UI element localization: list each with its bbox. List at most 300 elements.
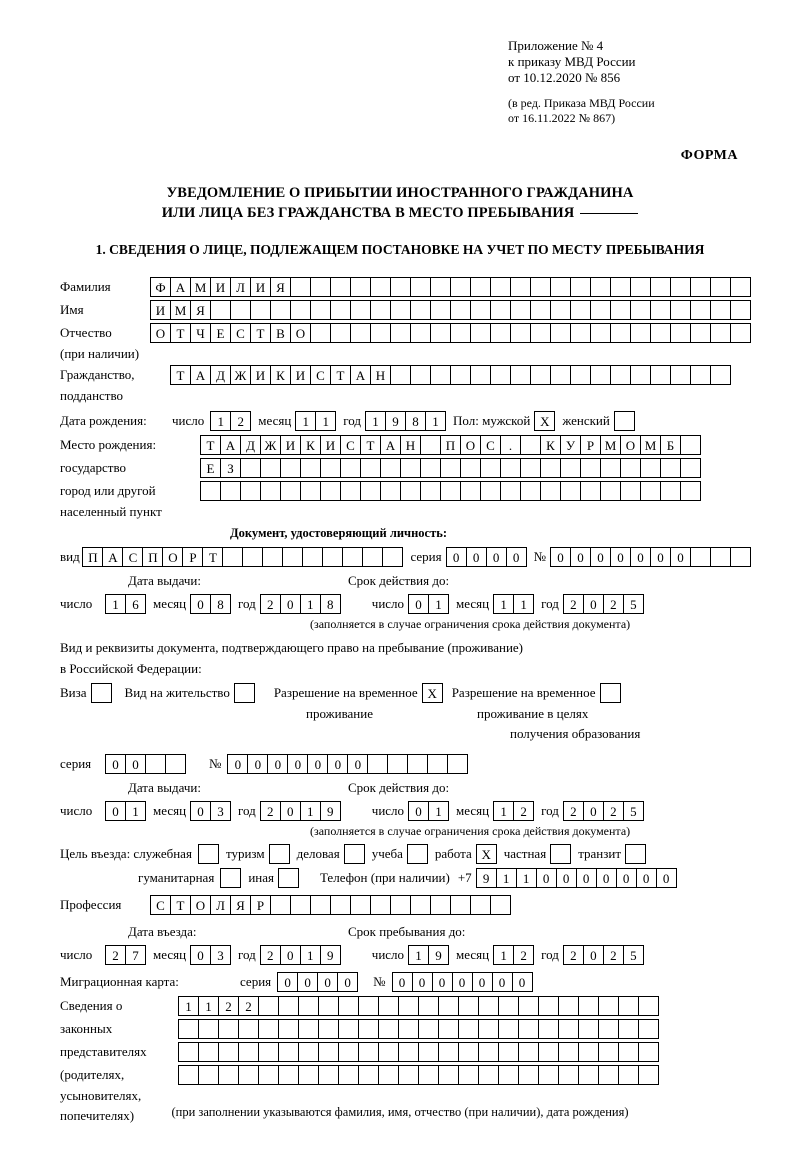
char-cell[interactable] <box>178 1019 199 1039</box>
char-cell[interactable] <box>570 365 591 385</box>
char-cell[interactable] <box>390 277 411 297</box>
char-cell[interactable] <box>298 1042 319 1062</box>
char-cell[interactable]: Я <box>270 277 291 297</box>
char-cell[interactable] <box>550 300 571 320</box>
char-cell[interactable]: 0 <box>280 594 301 614</box>
char-cell[interactable] <box>460 481 481 501</box>
char-cell[interactable] <box>238 1019 259 1039</box>
char-cell[interactable] <box>625 844 646 864</box>
char-cell[interactable]: 1 <box>315 411 336 431</box>
char-cell[interactable]: У <box>560 435 581 455</box>
char-cell[interactable]: А <box>220 435 241 455</box>
char-cell[interactable]: 0 <box>446 547 467 567</box>
char-cell[interactable] <box>418 1019 439 1039</box>
char-cell[interactable] <box>342 547 363 567</box>
char-cell[interactable] <box>278 1019 299 1039</box>
char-cell[interactable] <box>540 481 561 501</box>
surname-boxes[interactable] <box>150 277 750 297</box>
purpose-other-checkbox[interactable] <box>278 868 298 888</box>
char-cell[interactable] <box>470 323 491 343</box>
char-cell[interactable] <box>400 481 421 501</box>
char-cell[interactable] <box>660 481 681 501</box>
char-cell[interactable] <box>420 481 441 501</box>
char-cell[interactable]: 2 <box>603 945 624 965</box>
permit-valid-year-boxes[interactable] <box>563 801 643 821</box>
char-cell[interactable] <box>260 481 281 501</box>
char-cell[interactable] <box>420 435 441 455</box>
char-cell[interactable]: 0 <box>656 868 677 888</box>
purpose-study-checkbox[interactable] <box>407 844 427 864</box>
char-cell[interactable]: Я <box>230 895 251 915</box>
legal-rep-row3-boxes[interactable] <box>178 1042 658 1062</box>
char-cell[interactable]: Т <box>360 435 381 455</box>
char-cell[interactable] <box>234 683 255 703</box>
char-cell[interactable] <box>710 547 731 567</box>
char-cell[interactable]: 0 <box>227 754 248 774</box>
char-cell[interactable] <box>298 996 319 1016</box>
char-cell[interactable] <box>630 323 651 343</box>
char-cell[interactable] <box>350 277 371 297</box>
char-cell[interactable] <box>418 1042 439 1062</box>
char-cell[interactable] <box>650 300 671 320</box>
char-cell[interactable]: 0 <box>392 972 413 992</box>
birth-year-boxes[interactable] <box>365 411 445 431</box>
char-cell[interactable]: М <box>640 435 661 455</box>
char-cell[interactable] <box>690 277 711 297</box>
char-cell[interactable] <box>390 323 411 343</box>
char-cell[interactable] <box>578 1065 599 1085</box>
char-cell[interactable] <box>410 895 431 915</box>
name-boxes[interactable] <box>150 300 750 320</box>
char-cell[interactable]: . <box>500 435 521 455</box>
profession-boxes[interactable] <box>150 895 510 915</box>
char-cell[interactable] <box>340 458 361 478</box>
entry-year-boxes[interactable] <box>260 945 340 965</box>
char-cell[interactable] <box>320 481 341 501</box>
char-cell[interactable] <box>269 844 290 864</box>
char-cell[interactable]: 2 <box>260 945 281 965</box>
char-cell[interactable] <box>490 365 511 385</box>
char-cell[interactable] <box>538 1019 559 1039</box>
char-cell[interactable] <box>290 895 311 915</box>
char-cell[interactable] <box>258 996 279 1016</box>
char-cell[interactable] <box>370 300 391 320</box>
char-cell[interactable]: 0 <box>307 754 328 774</box>
char-cell[interactable]: 2 <box>260 594 281 614</box>
char-cell[interactable] <box>262 547 283 567</box>
char-cell[interactable]: Р <box>250 895 271 915</box>
char-cell[interactable] <box>478 1042 499 1062</box>
char-cell[interactable] <box>398 1042 419 1062</box>
temp-residence-checkbox[interactable] <box>422 683 442 703</box>
char-cell[interactable] <box>538 1042 559 1062</box>
char-cell[interactable] <box>480 481 501 501</box>
char-cell[interactable] <box>560 458 581 478</box>
char-cell[interactable] <box>530 323 551 343</box>
char-cell[interactable] <box>610 300 631 320</box>
char-cell[interactable]: С <box>122 547 143 567</box>
purpose-business-checkbox[interactable] <box>344 844 364 864</box>
char-cell[interactable] <box>638 996 659 1016</box>
char-cell[interactable]: 3 <box>210 801 231 821</box>
char-cell[interactable] <box>220 868 241 888</box>
char-cell[interactable]: 1 <box>428 801 449 821</box>
char-cell[interactable] <box>518 1019 539 1039</box>
char-cell[interactable] <box>518 1065 539 1085</box>
purpose-private-checkbox[interactable] <box>550 844 570 864</box>
char-cell[interactable]: 1 <box>428 594 449 614</box>
char-cell[interactable] <box>338 996 359 1016</box>
char-cell[interactable] <box>430 365 451 385</box>
char-cell[interactable] <box>618 1042 639 1062</box>
char-cell[interactable]: Л <box>230 277 251 297</box>
char-cell[interactable]: А <box>102 547 123 567</box>
char-cell[interactable] <box>690 365 711 385</box>
char-cell[interactable]: Ч <box>190 323 211 343</box>
char-cell[interactable]: 0 <box>610 547 631 567</box>
char-cell[interactable] <box>398 996 419 1016</box>
char-cell[interactable] <box>344 844 365 864</box>
char-cell[interactable]: 0 <box>486 547 507 567</box>
char-cell[interactable] <box>710 300 731 320</box>
char-cell[interactable] <box>360 481 381 501</box>
purpose-humanitarian-checkbox[interactable] <box>220 868 240 888</box>
char-cell[interactable]: М <box>170 300 191 320</box>
char-cell[interactable] <box>490 895 511 915</box>
char-cell[interactable] <box>258 1019 279 1039</box>
char-cell[interactable]: А <box>350 365 371 385</box>
char-cell[interactable]: 0 <box>616 868 637 888</box>
char-cell[interactable] <box>598 1065 619 1085</box>
char-cell[interactable] <box>200 481 221 501</box>
char-cell[interactable]: 0 <box>280 945 301 965</box>
char-cell[interactable]: К <box>270 365 291 385</box>
char-cell[interactable]: П <box>142 547 163 567</box>
char-cell[interactable] <box>618 1065 639 1085</box>
migration-series-boxes[interactable] <box>277 972 357 992</box>
char-cell[interactable] <box>500 481 521 501</box>
char-cell[interactable] <box>538 1065 559 1085</box>
char-cell[interactable] <box>498 996 519 1016</box>
char-cell[interactable]: 0 <box>190 594 211 614</box>
doc-kind-boxes[interactable] <box>82 547 402 567</box>
char-cell[interactable] <box>500 458 521 478</box>
char-cell[interactable] <box>710 323 731 343</box>
char-cell[interactable] <box>298 1019 319 1039</box>
char-cell[interactable]: Т <box>170 323 191 343</box>
char-cell[interactable]: Т <box>250 323 271 343</box>
char-cell[interactable] <box>330 895 351 915</box>
char-cell[interactable] <box>470 300 491 320</box>
char-cell[interactable] <box>410 323 431 343</box>
char-cell[interactable]: 0 <box>590 547 611 567</box>
char-cell[interactable] <box>198 1042 219 1062</box>
char-cell[interactable] <box>690 300 711 320</box>
legal-rep-row1-boxes[interactable] <box>178 996 658 1016</box>
char-cell[interactable] <box>280 481 301 501</box>
visa-checkbox[interactable] <box>91 683 111 703</box>
char-cell[interactable]: И <box>280 435 301 455</box>
char-cell[interactable]: И <box>290 365 311 385</box>
char-cell[interactable]: Х <box>422 683 443 703</box>
char-cell[interactable]: 6 <box>125 594 146 614</box>
char-cell[interactable] <box>578 1042 599 1062</box>
char-cell[interactable] <box>470 365 491 385</box>
char-cell[interactable]: И <box>250 277 271 297</box>
char-cell[interactable] <box>510 277 531 297</box>
char-cell[interactable] <box>650 323 671 343</box>
char-cell[interactable] <box>490 300 511 320</box>
char-cell[interactable] <box>530 300 551 320</box>
char-cell[interactable]: 0 <box>247 754 268 774</box>
doc-valid-month-boxes[interactable] <box>493 594 533 614</box>
char-cell[interactable] <box>358 1019 379 1039</box>
char-cell[interactable]: 2 <box>230 411 251 431</box>
char-cell[interactable]: 5 <box>623 945 644 965</box>
char-cell[interactable] <box>560 481 581 501</box>
char-cell[interactable] <box>350 323 371 343</box>
char-cell[interactable]: Ф <box>150 277 171 297</box>
char-cell[interactable]: 0 <box>297 972 318 992</box>
char-cell[interactable] <box>620 458 641 478</box>
char-cell[interactable] <box>302 547 323 567</box>
char-cell[interactable]: 9 <box>428 945 449 965</box>
char-cell[interactable] <box>330 277 351 297</box>
char-cell[interactable]: С <box>150 895 171 915</box>
char-cell[interactable] <box>378 1042 399 1062</box>
char-cell[interactable] <box>178 1042 199 1062</box>
migration-number-boxes[interactable] <box>392 972 532 992</box>
char-cell[interactable]: 1 <box>300 594 321 614</box>
char-cell[interactable]: Х <box>534 411 555 431</box>
char-cell[interactable] <box>198 1019 219 1039</box>
char-cell[interactable] <box>460 458 481 478</box>
patronymic-boxes[interactable] <box>150 323 750 343</box>
char-cell[interactable] <box>580 458 601 478</box>
char-cell[interactable] <box>478 996 499 1016</box>
permit-issue-year-boxes[interactable] <box>260 801 340 821</box>
phone-boxes[interactable] <box>476 868 676 888</box>
char-cell[interactable] <box>450 365 471 385</box>
char-cell[interactable]: 0 <box>347 754 368 774</box>
char-cell[interactable]: Е <box>210 323 231 343</box>
char-cell[interactable] <box>638 1019 659 1039</box>
char-cell[interactable]: 5 <box>623 594 644 614</box>
char-cell[interactable]: 8 <box>405 411 426 431</box>
stay-year-boxes[interactable] <box>563 945 643 965</box>
char-cell[interactable]: 0 <box>190 945 211 965</box>
char-cell[interactable]: 0 <box>570 547 591 567</box>
char-cell[interactable] <box>382 547 403 567</box>
char-cell[interactable] <box>520 481 541 501</box>
char-cell[interactable] <box>680 435 701 455</box>
char-cell[interactable] <box>570 277 591 297</box>
char-cell[interactable]: 1 <box>300 945 321 965</box>
char-cell[interactable] <box>680 458 701 478</box>
char-cell[interactable] <box>145 754 166 774</box>
char-cell[interactable] <box>91 683 112 703</box>
char-cell[interactable]: 5 <box>623 801 644 821</box>
char-cell[interactable] <box>550 277 571 297</box>
char-cell[interactable]: Ж <box>260 435 281 455</box>
char-cell[interactable] <box>670 323 691 343</box>
char-cell[interactable]: 2 <box>513 801 534 821</box>
doc-number-boxes[interactable] <box>550 547 750 567</box>
char-cell[interactable]: 2 <box>563 594 584 614</box>
char-cell[interactable] <box>258 1065 279 1085</box>
char-cell[interactable]: 0 <box>556 868 577 888</box>
char-cell[interactable] <box>730 323 751 343</box>
char-cell[interactable]: 0 <box>636 868 657 888</box>
doc-issue-year-boxes[interactable] <box>260 594 340 614</box>
char-cell[interactable] <box>670 300 691 320</box>
char-cell[interactable]: И <box>210 277 231 297</box>
char-cell[interactable] <box>650 277 671 297</box>
char-cell[interactable] <box>470 277 491 297</box>
char-cell[interactable] <box>690 323 711 343</box>
char-cell[interactable]: О <box>290 323 311 343</box>
char-cell[interactable]: Е <box>200 458 221 478</box>
char-cell[interactable]: И <box>150 300 171 320</box>
char-cell[interactable]: 9 <box>320 801 341 821</box>
char-cell[interactable]: 2 <box>218 996 239 1016</box>
char-cell[interactable] <box>518 1042 539 1062</box>
char-cell[interactable] <box>218 1065 239 1085</box>
char-cell[interactable]: О <box>190 895 211 915</box>
char-cell[interactable] <box>630 277 651 297</box>
char-cell[interactable]: 0 <box>492 972 513 992</box>
char-cell[interactable] <box>278 868 299 888</box>
char-cell[interactable]: Б <box>660 435 681 455</box>
char-cell[interactable]: 1 <box>513 594 534 614</box>
char-cell[interactable] <box>498 1019 519 1039</box>
char-cell[interactable] <box>238 1065 259 1085</box>
char-cell[interactable] <box>690 547 711 567</box>
char-cell[interactable] <box>450 277 471 297</box>
char-cell[interactable] <box>358 996 379 1016</box>
char-cell[interactable]: 2 <box>260 801 281 821</box>
char-cell[interactable] <box>218 1019 239 1039</box>
char-cell[interactable] <box>550 323 571 343</box>
char-cell[interactable] <box>338 1065 359 1085</box>
char-cell[interactable] <box>250 300 271 320</box>
birth-place-row2-boxes[interactable] <box>200 458 700 478</box>
purpose-tourism-checkbox[interactable] <box>269 844 289 864</box>
char-cell[interactable] <box>680 481 701 501</box>
char-cell[interactable] <box>498 1065 519 1085</box>
char-cell[interactable]: 8 <box>320 594 341 614</box>
char-cell[interactable] <box>380 458 401 478</box>
char-cell[interactable] <box>398 1065 419 1085</box>
char-cell[interactable]: 1 <box>493 945 514 965</box>
char-cell[interactable] <box>520 435 541 455</box>
char-cell[interactable] <box>578 1019 599 1039</box>
char-cell[interactable] <box>598 1019 619 1039</box>
char-cell[interactable] <box>510 300 531 320</box>
char-cell[interactable]: 1 <box>178 996 199 1016</box>
char-cell[interactable]: П <box>440 435 461 455</box>
char-cell[interactable] <box>490 277 511 297</box>
char-cell[interactable] <box>590 323 611 343</box>
char-cell[interactable] <box>378 996 399 1016</box>
char-cell[interactable] <box>618 996 639 1016</box>
birth-month-boxes[interactable] <box>295 411 335 431</box>
char-cell[interactable]: 0 <box>583 801 604 821</box>
char-cell[interactable] <box>614 411 635 431</box>
char-cell[interactable] <box>178 1065 199 1085</box>
char-cell[interactable] <box>450 300 471 320</box>
entry-day-boxes[interactable] <box>105 945 145 965</box>
char-cell[interactable]: 1 <box>210 411 231 431</box>
char-cell[interactable]: Р <box>182 547 203 567</box>
char-cell[interactable] <box>410 365 431 385</box>
char-cell[interactable] <box>390 895 411 915</box>
char-cell[interactable] <box>278 1065 299 1085</box>
doc-valid-day-boxes[interactable] <box>408 594 448 614</box>
char-cell[interactable] <box>447 754 468 774</box>
char-cell[interactable]: 2 <box>513 945 534 965</box>
char-cell[interactable] <box>220 481 241 501</box>
char-cell[interactable] <box>318 1019 339 1039</box>
char-cell[interactable]: А <box>170 277 191 297</box>
purpose-official-checkbox[interactable] <box>198 844 218 864</box>
edu-residence-checkbox[interactable] <box>600 683 620 703</box>
char-cell[interactable] <box>310 895 331 915</box>
doc-issue-month-boxes[interactable] <box>190 594 230 614</box>
char-cell[interactable]: 0 <box>287 754 308 774</box>
char-cell[interactable]: 1 <box>105 594 126 614</box>
char-cell[interactable]: Я <box>190 300 211 320</box>
char-cell[interactable]: 0 <box>125 754 146 774</box>
char-cell[interactable] <box>320 458 341 478</box>
char-cell[interactable] <box>370 323 391 343</box>
char-cell[interactable]: С <box>480 435 501 455</box>
char-cell[interactable] <box>478 1019 499 1039</box>
char-cell[interactable] <box>570 300 591 320</box>
char-cell[interactable] <box>618 1019 639 1039</box>
char-cell[interactable] <box>630 300 651 320</box>
char-cell[interactable] <box>390 365 411 385</box>
char-cell[interactable]: Р <box>580 435 601 455</box>
char-cell[interactable] <box>378 1019 399 1039</box>
char-cell[interactable]: 2 <box>603 594 624 614</box>
char-cell[interactable] <box>610 277 631 297</box>
char-cell[interactable] <box>407 844 428 864</box>
char-cell[interactable] <box>290 277 311 297</box>
char-cell[interactable]: 1 <box>295 411 316 431</box>
char-cell[interactable]: 1 <box>300 801 321 821</box>
char-cell[interactable]: 2 <box>603 801 624 821</box>
entry-month-boxes[interactable] <box>190 945 230 965</box>
char-cell[interactable]: Д <box>240 435 261 455</box>
char-cell[interactable]: А <box>190 365 211 385</box>
char-cell[interactable] <box>590 300 611 320</box>
char-cell[interactable]: 0 <box>583 945 604 965</box>
char-cell[interactable]: Т <box>200 435 221 455</box>
char-cell[interactable]: 1 <box>425 411 446 431</box>
char-cell[interactable] <box>620 481 641 501</box>
char-cell[interactable]: К <box>300 435 321 455</box>
char-cell[interactable]: И <box>320 435 341 455</box>
char-cell[interactable] <box>198 844 219 864</box>
char-cell[interactable] <box>610 323 631 343</box>
char-cell[interactable] <box>630 365 651 385</box>
char-cell[interactable]: Х <box>476 844 497 864</box>
char-cell[interactable] <box>458 1019 479 1039</box>
char-cell[interactable] <box>438 1065 459 1085</box>
char-cell[interactable] <box>282 547 303 567</box>
char-cell[interactable] <box>600 481 621 501</box>
